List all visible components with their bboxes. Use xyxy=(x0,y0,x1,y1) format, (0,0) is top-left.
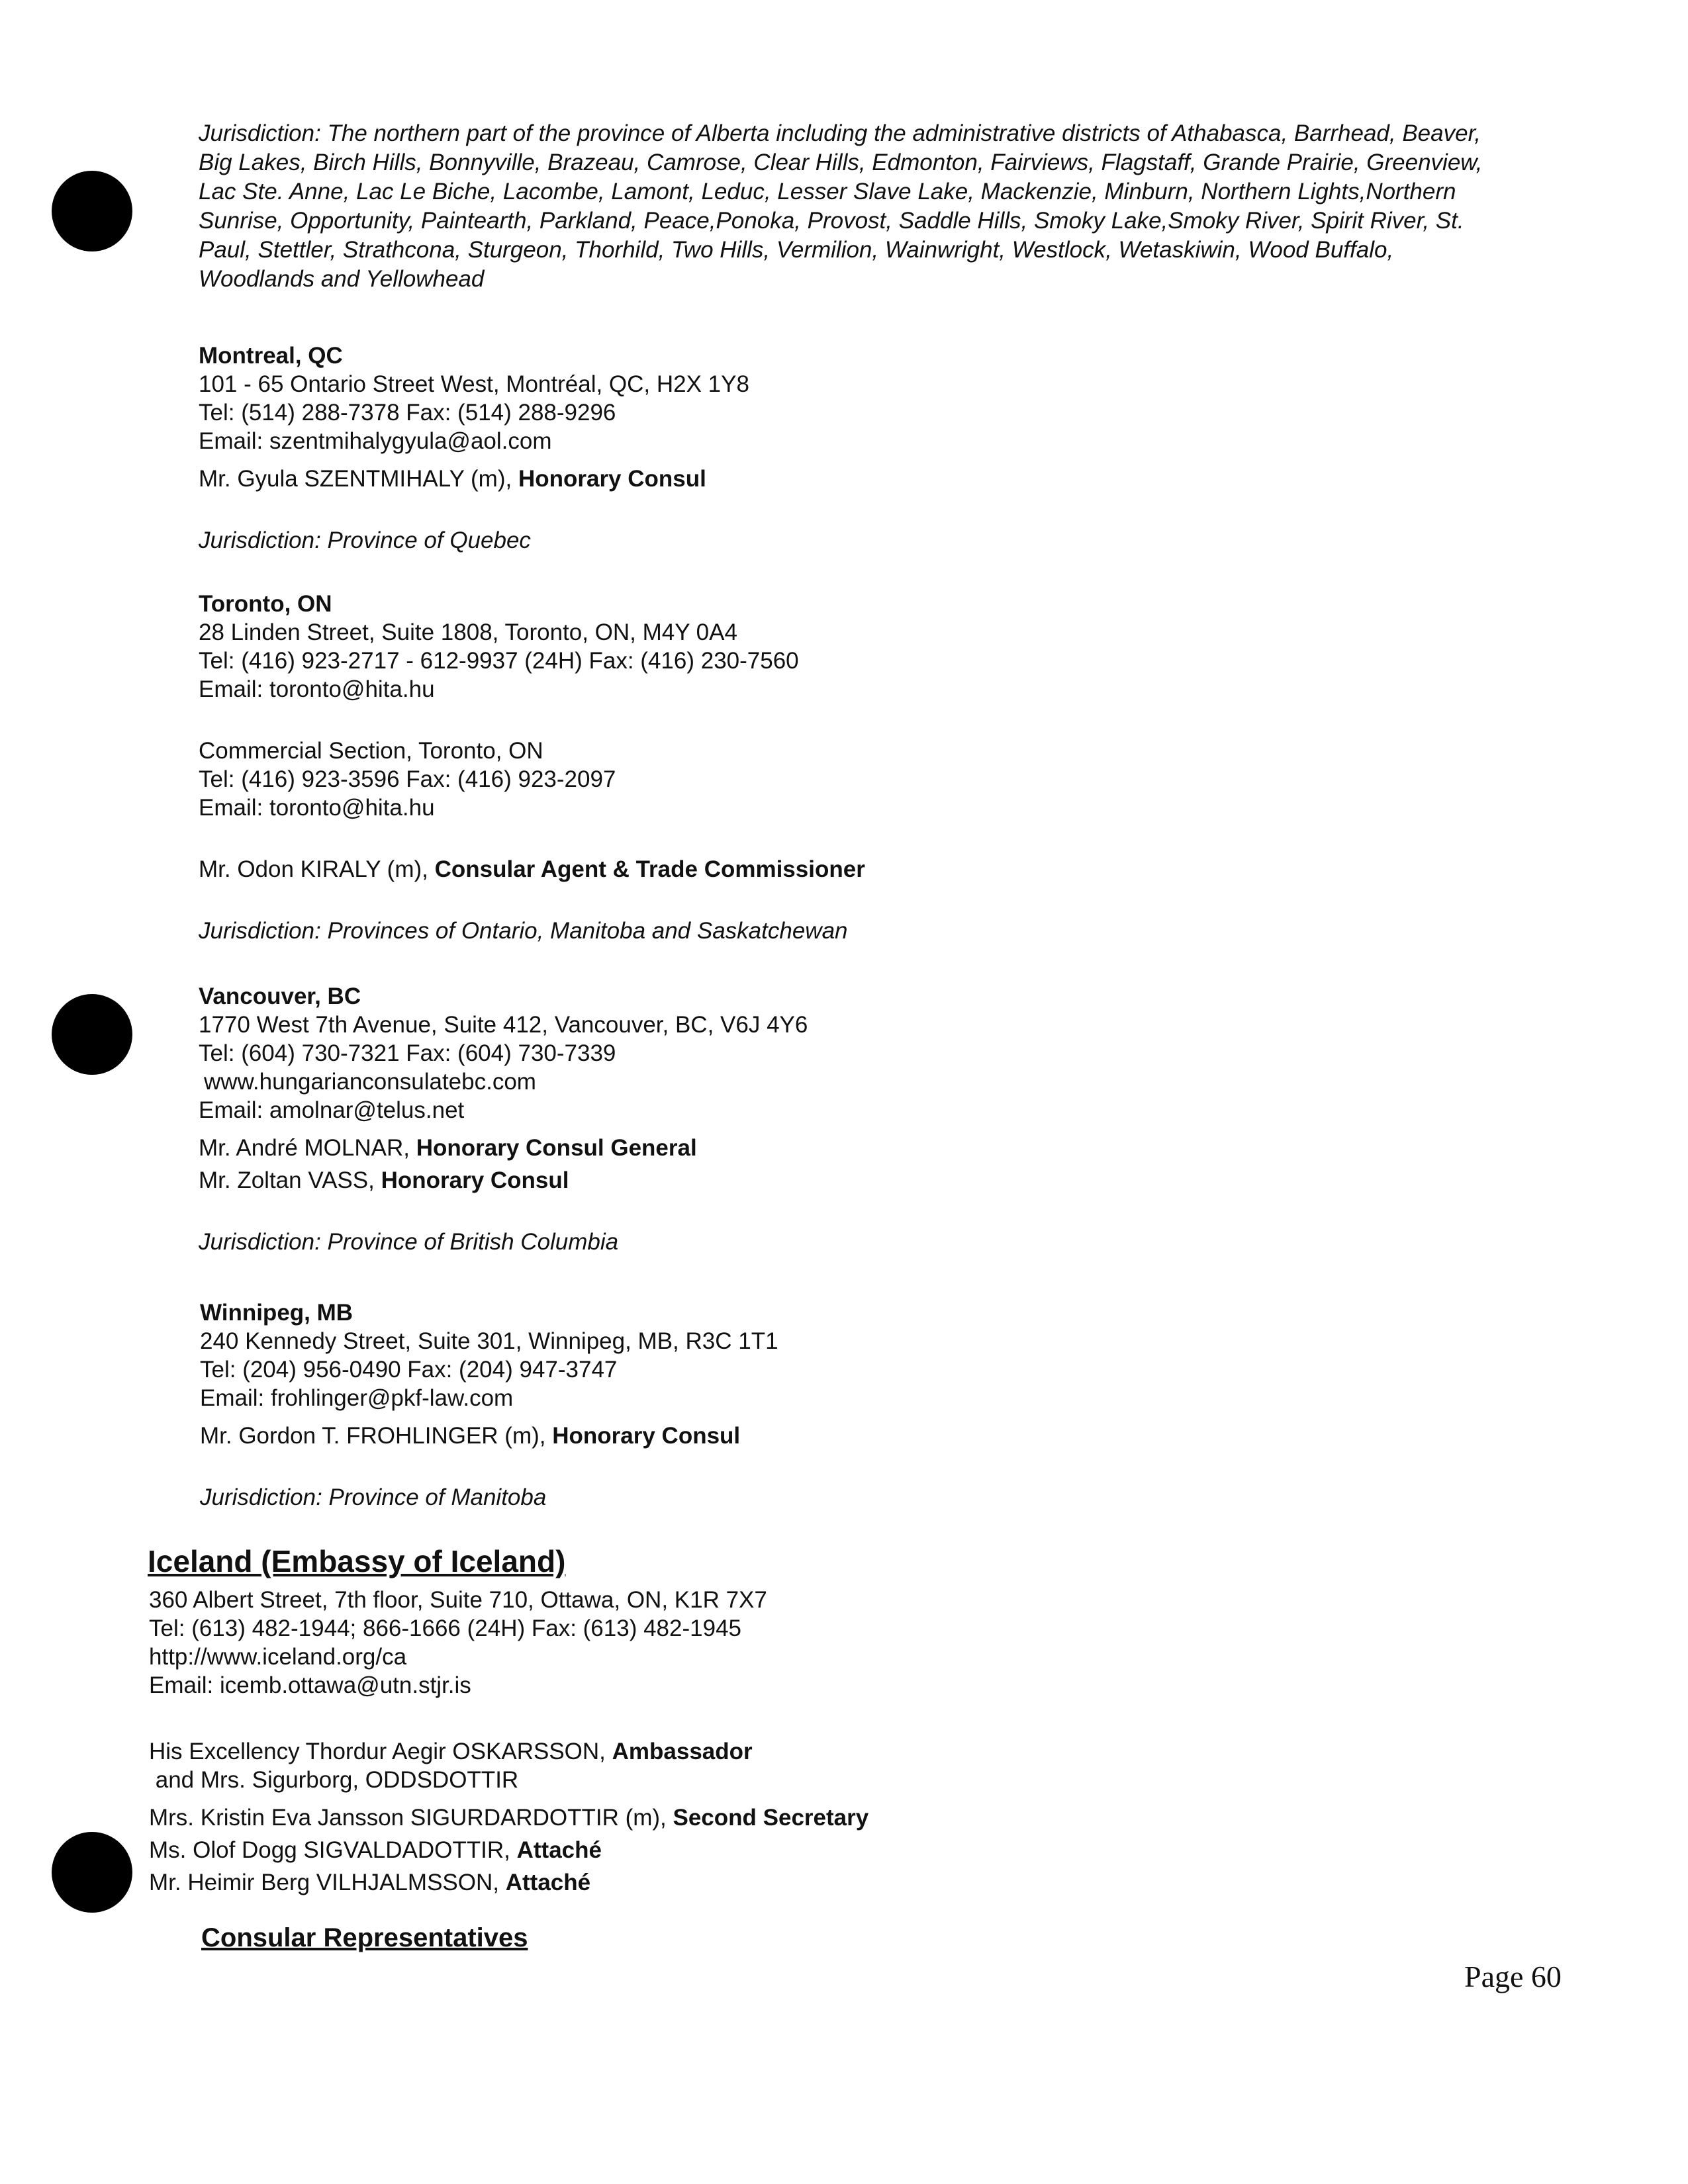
iceland-staff-1 xyxy=(149,1803,868,1832)
montreal-tel: Tel: (514) 288-7378 Fax: (514) 288-9296 xyxy=(199,400,616,426)
iceland-ambassador-name: His Excellency Thordur Aegir OSKARSSON, xyxy=(149,1739,606,1764)
toronto-tel: Tel: (416) 923-2717 - 612-9937 (24H) Fax: (416) 230-7560 xyxy=(199,648,799,674)
winnipeg-person-name: Mr. Gordon T. FROHLINGER (m), xyxy=(200,1423,546,1449)
iceland-tel: Tel: (613) 482-1944; 866-1666 (24H) Fax: (613) 482-1945 xyxy=(149,1615,741,1641)
toronto-jurisdiction: Jurisdiction: Provinces of Ontario, Manitoba and Saskatchewan xyxy=(199,918,848,944)
winnipeg-person-role: Honorary Consul xyxy=(552,1423,741,1449)
alberta-jurisdiction: Jurisdiction: The northern part of the province of Alberta including the administrative districts of Athabasca, Barrhead, Beaver, Big Lakes, Birch Hills, Bonnyville, Brazeau, Camrose, Clear Hills, Edmonton, Fairviews, Flagstaff, Grande Prairie, Greenview, Lac Ste. Anne, Lac Le Biche, Lacombe, Lamont, Leduc, Lesser Slave Lake, Mackenzie, Minburn, Northern Lights,Northern Sunrise, Opportunity, Paintearth, Parkland, Peace,Ponoka, Provost, Saddle Hills, Smoky Lake,Smoky River, Spirit River, St. Paul, Stettler, Strathcona, Sturgeon, Thorhild, Two Hills, Vermilion, Wainwright, Westlock, Wetaskiwin, Wood Buffalo, Woodlands and Yellowhead xyxy=(199,120,1483,292)
winnipeg-address: 240 Kennedy Street, Suite 301, Winnipeg, MB, R3C 1T1 xyxy=(200,1328,778,1354)
toronto-address: 28 Linden Street, Suite 1808, Toronto, ON, M4Y 0A4 xyxy=(199,619,737,645)
vancouver-tel: Tel: (604) 730-7321 Fax: (604) 730-7339 xyxy=(199,1040,616,1066)
iceland-address: 360 Albert Street, 7th floor, Suite 710, Ottawa, ON, K1R 7X7 xyxy=(149,1587,767,1613)
iceland-spouse: and Mrs. Sigurborg, ODDSDOTTIR xyxy=(149,1767,519,1793)
iceland-staff-2-name: Ms. Olof Dogg SIGVALDADOTTIR, xyxy=(149,1837,510,1863)
punch-hole-top xyxy=(52,171,132,251)
iceland-staff-2 xyxy=(149,1836,868,1864)
iceland-staff-3-role: Attaché xyxy=(505,1870,591,1895)
toronto-commercial-title: Commercial Section, Toronto, ON xyxy=(199,738,543,764)
iceland-staff-3 xyxy=(149,1868,868,1897)
vancouver-section xyxy=(199,982,808,1256)
consular-representatives-heading: Consular Representatives xyxy=(201,1923,528,1952)
toronto-email: Email: toronto@hita.hu xyxy=(199,676,435,702)
toronto-section xyxy=(199,590,865,945)
vancouver-person-1 xyxy=(199,1134,808,1162)
montreal-person xyxy=(199,465,749,493)
vancouver-email: Email: amolnar@telus.net xyxy=(199,1097,465,1123)
iceland-email: Email: icemb.ottawa@utn.stjr.is xyxy=(149,1672,471,1698)
montreal-title: Montreal, QC xyxy=(199,343,343,369)
toronto-person xyxy=(199,855,865,884)
winnipeg-tel: Tel: (204) 956-0490 Fax: (204) 947-3747 xyxy=(200,1357,618,1383)
vancouver-jurisdiction: Jurisdiction: Province of British Columbia xyxy=(199,1229,619,1255)
winnipeg-person xyxy=(200,1422,778,1450)
toronto-commercial-email: Email: toronto@hita.hu xyxy=(199,795,435,821)
montreal-person-role: Honorary Consul xyxy=(518,466,706,492)
montreal-section xyxy=(199,341,749,555)
vancouver-person-2 xyxy=(199,1166,808,1195)
page-number: Page 60 xyxy=(1464,1960,1562,1993)
iceland-ambassador xyxy=(149,1737,868,1766)
iceland-staff-1-role: Second Secretary xyxy=(673,1805,869,1831)
vancouver-website: www.hungarianconsulatebc.com xyxy=(204,1069,536,1095)
vancouver-person-1-name: Mr. André MOLNAR, xyxy=(199,1135,410,1161)
vancouver-person-2-role: Honorary Consul xyxy=(381,1167,569,1193)
punch-hole-middle xyxy=(52,994,132,1075)
punch-hole-bottom xyxy=(52,1832,132,1913)
toronto-commercial-tel: Tel: (416) 923-3596 Fax: (416) 923-2097 xyxy=(199,766,616,792)
toronto-person-role: Consular Agent & Trade Commissioner xyxy=(434,856,865,882)
toronto-title: Toronto, ON xyxy=(199,591,332,617)
iceland-heading: Iceland (Embassy of Iceland) xyxy=(148,1544,566,1578)
montreal-address: 101 - 65 Ontario Street West, Montréal, QC, H2X 1Y8 xyxy=(199,371,749,397)
iceland-staff-3-name: Mr. Heimir Berg VILHJALMSSON, xyxy=(149,1870,499,1895)
winnipeg-email: Email: frohlinger@pkf-law.com xyxy=(200,1385,514,1411)
iceland-ambassador-role: Ambassador xyxy=(612,1739,753,1764)
montreal-jurisdiction: Jurisdiction: Province of Quebec xyxy=(199,527,531,553)
vancouver-person-2-name: Mr. Zoltan VASS, xyxy=(199,1167,375,1193)
winnipeg-title: Winnipeg, MB xyxy=(200,1300,353,1326)
winnipeg-jurisdiction: Jurisdiction: Province of Manitoba xyxy=(200,1484,547,1510)
vancouver-person-1-role: Honorary Consul General xyxy=(416,1135,697,1161)
vancouver-address: 1770 West 7th Avenue, Suite 412, Vancouver, BC, V6J 4Y6 xyxy=(199,1012,808,1038)
iceland-website: http://www.iceland.org/ca xyxy=(149,1644,407,1670)
toronto-person-name: Mr. Odon KIRALY (m), xyxy=(199,856,428,882)
montreal-email: Email: szentmihalygyula@aol.com xyxy=(199,428,552,454)
iceland-staff-1-name: Mrs. Kristin Eva Jansson SIGURDARDOTTIR (m), xyxy=(149,1805,667,1831)
winnipeg-section xyxy=(200,1298,778,1512)
montreal-person-name: Mr. Gyula SZENTMIHALY (m), xyxy=(199,466,512,492)
vancouver-title: Vancouver, BC xyxy=(199,983,361,1009)
iceland-section xyxy=(149,1586,868,1897)
iceland-staff-2-role: Attaché xyxy=(516,1837,602,1863)
